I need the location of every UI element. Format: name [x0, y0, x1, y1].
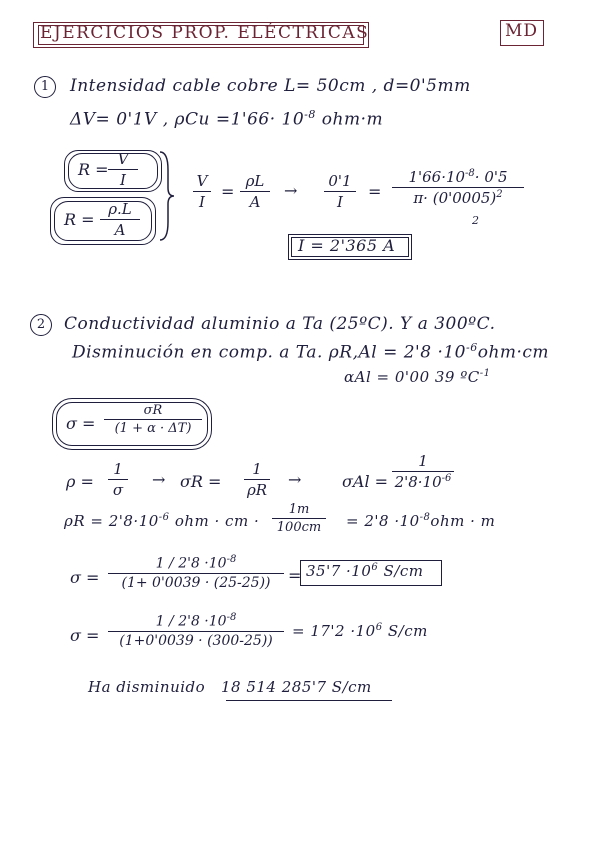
eq-a: A — [249, 193, 261, 211]
s2-left: σ = — [70, 626, 100, 645]
ex1-statement-line2 — [70, 108, 383, 130]
rho-r-frac-den: 100cm — [276, 520, 322, 535]
s1-result-unit: S/cm — [383, 562, 424, 580]
sigma-formula-frac — [104, 403, 202, 436]
eq-big-num-exp: -8 — [465, 168, 475, 179]
s1-den: (1+ 0'0039 · (25-25)) — [121, 574, 271, 591]
formula-r-vi-den: I — [120, 171, 126, 189]
sigma-formula-num: σR — [104, 403, 202, 420]
eq-i2: I — [337, 193, 343, 211]
rho-def-left: ρ = — [66, 472, 94, 491]
rho-arrow-1: → — [152, 470, 166, 489]
sigma-formula-den: (1 + α · ΔT) — [114, 421, 192, 436]
eq-01-over-i — [324, 172, 356, 211]
formula-r-vi-left: R = — [78, 160, 109, 179]
s1-num-exp: -8 — [226, 554, 237, 565]
eq-equals-1: = — [221, 182, 235, 201]
rho-r-line: ρR = 2'8·10 — [64, 512, 159, 530]
ex1-line2-exp: -8 — [304, 108, 316, 121]
rho-def-frac — [108, 460, 128, 499]
conclusion-prefix: Ha disminuido — [88, 678, 206, 696]
formula-r-rhol-num: ρ.L — [100, 200, 140, 220]
ex2-statement-line1: Conductividad aluminio a Ta (25ºC). Y a 300ºC. — [64, 314, 496, 334]
s1-equals: = — [288, 566, 302, 585]
ex1-statement-line1: Intensidad cable cobre L= 50cm , d=0'5mm — [70, 76, 471, 96]
rho-def-num: 1 — [108, 460, 128, 480]
s1-num-base: 1 / 2'8 ·10 — [155, 555, 227, 572]
formula-r-rhol-den: A — [114, 221, 126, 239]
eq-i: I — [199, 193, 205, 211]
sigma-r-num: 1 — [244, 460, 270, 480]
formula-r-vi-frac — [108, 150, 138, 189]
ex1-line2-text: ΔV= 0'1V , ρCu =1'66· 10 — [70, 109, 305, 130]
rho-r-unit-frac — [272, 502, 326, 535]
eq-big-den-sub: 2 — [472, 214, 479, 227]
ex2-line3-exp: -1 — [479, 368, 491, 379]
sigma-al-den-base: 2'8·10 — [394, 473, 442, 491]
s2-num-base: 1 / 2'8 ·10 — [155, 613, 227, 630]
rho-r-exp: -6 — [158, 512, 170, 523]
eq-equals-2: = — [368, 182, 382, 201]
sigma-r-frac — [244, 460, 270, 499]
eq-big-num-base: 1'66·10 — [408, 168, 466, 186]
author-tag: MD — [505, 21, 539, 41]
conclusion-underline — [226, 700, 392, 701]
s1-num — [108, 554, 284, 574]
eq-pl: ρL — [240, 172, 270, 192]
formula-r-vi-num: V — [108, 150, 138, 170]
eq-01: 0'1 — [324, 172, 356, 192]
s2-result-exp: 6 — [375, 622, 383, 633]
page-title: EJERCICIOS PROP. ELÉCTRICAS — [40, 23, 370, 43]
sigma-al-den — [392, 472, 454, 491]
rho-r-conversion — [64, 512, 259, 530]
ex1-line2-unit: ohm·m — [321, 109, 384, 130]
s2-num — [108, 612, 284, 632]
ex2-statement-line3 — [344, 368, 491, 386]
rho-def-den: σ — [112, 481, 124, 499]
sigma-r-den: ρR — [246, 481, 268, 499]
ex2-line2-exp: -6 — [465, 341, 478, 354]
rho-r-result-exp: -8 — [419, 512, 431, 523]
sigma-al-frac — [392, 452, 454, 491]
s1-result-base: 35'7 ·10 — [306, 562, 372, 580]
eq-v-over-i — [193, 172, 211, 211]
exercise-1-number: 1 — [34, 76, 56, 98]
eq-v: V — [193, 172, 211, 192]
eq-big-den — [392, 188, 524, 207]
ex2-line3-text: αAl = 0'00 39 ºC — [344, 368, 480, 386]
s2-result — [292, 622, 428, 640]
eq-arrow-1: → — [284, 181, 298, 200]
sigma-al-den-exp: -6 — [441, 473, 452, 484]
s1-left: σ = — [70, 568, 100, 587]
formula-r-rhol-frac — [100, 200, 140, 239]
rho-r-result-unit: ohm · m — [430, 512, 496, 530]
ex2-statement-line2 — [72, 341, 549, 363]
s2-result-base: = 17'2 ·10 — [292, 622, 376, 640]
formula-brace — [156, 150, 176, 242]
eq-pl-over-a — [240, 172, 270, 211]
ex2-line2-text: Disminución en comp. a Ta. ρR,Al = 2'8 ·10 — [72, 342, 466, 363]
eq-big-num-tail: · 0'5 — [474, 168, 508, 186]
s1-result-exp: 6 — [371, 562, 379, 573]
formula-r-rhol-left: R = — [64, 210, 95, 229]
s2-frac — [108, 612, 284, 649]
s1-frac — [108, 554, 284, 591]
exercise-2-number: 2 — [30, 314, 52, 336]
rho-r-frac-num: 1m — [272, 502, 326, 519]
s2-result-unit: S/cm — [387, 622, 428, 640]
eq-big-fraction — [392, 168, 524, 207]
eq-big-num — [392, 168, 524, 188]
sigma-formula-left: σ = — [66, 414, 96, 433]
conclusion-value: 18 514 285'7 S/cm — [220, 678, 372, 696]
ex1-result: I = 2'365 A — [298, 236, 396, 255]
ex2-line2-unit: ohm·cm — [477, 342, 550, 363]
s2-den: (1+0'0039 · (300-25)) — [119, 632, 273, 649]
eq-big-den-base: π· (0'0005) — [413, 189, 497, 207]
s1-result — [306, 562, 424, 580]
rho-r-result-base: = 2'8 ·10 — [346, 512, 420, 530]
sigma-al-num: 1 — [392, 452, 454, 472]
rho-r-result — [346, 512, 495, 530]
s2-num-exp: -8 — [226, 612, 237, 623]
eq-big-den-exp: 2 — [496, 189, 503, 200]
rho-arrow-2: → — [288, 470, 302, 489]
sigma-r-left: σR = — [180, 472, 222, 491]
sigma-al-left: σAl = — [342, 472, 389, 491]
conclusion — [88, 678, 372, 696]
rho-r-unit: ohm · cm · — [174, 512, 260, 530]
